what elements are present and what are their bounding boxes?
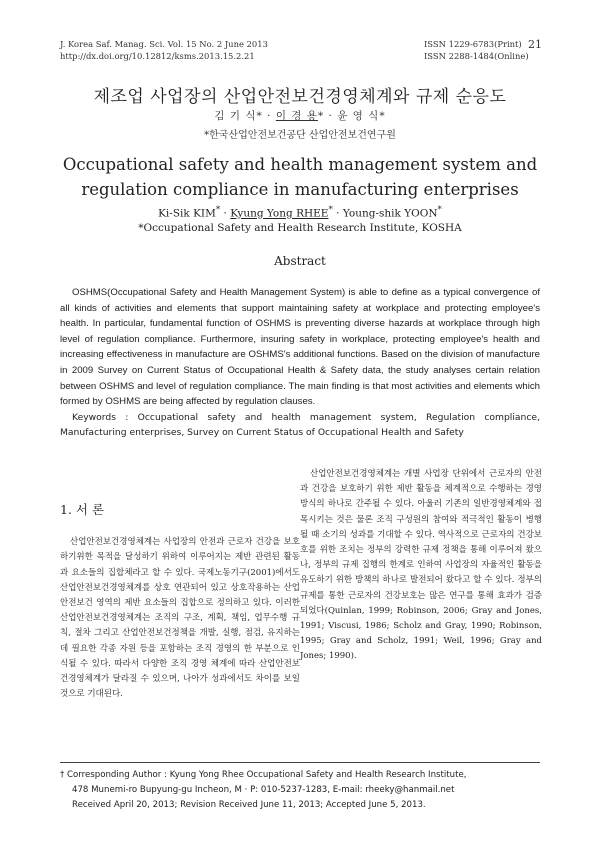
page-number: 21 [528, 38, 542, 51]
english-title-line-2: regulation compliance in manufacturing enterprises [81, 180, 519, 199]
korean-authors [0, 108, 600, 123]
author-separator: · [328, 110, 333, 122]
english-affiliation: *Occupational Safety and Health Research Institute, KOSHA [138, 222, 462, 234]
abstract-heading: Abstract [274, 254, 326, 268]
running-header-right [424, 38, 529, 62]
english-authors [0, 205, 600, 220]
doi-link[interactable]: http://dx.doi.org/10.12812/ksms.2013.15.2.21 [60, 51, 255, 61]
korean-affiliation: *한국산업안전보건공단 산업안전보건연구원 [204, 130, 396, 141]
intro-paragraph-right: 산업안전보건경영체계는 개별 사업장 단위에서 근로자의 안전과 건강을 보호하기 위한 제반 활동을 체계적으로 수행하는 경영방식의 하나로 간주될 수 있다. 아울러 기존의 일반경영체계와 접목시키는 것은 물론 조직 구성원의 참여와 적극적인 활동이 병행될 때 소기의 성과를 기대할 수 있다. 역사적으로 근로자의 건강보호를 위한 조치는 정부의 강력한 규제 정책을 통해 이루어져 왔으나, 정부의 규제 집행의 한계로 인하여 사업장의 자율적인 활동을 유도하기 위한 방책의 하나로 발전되어 왔다고 할 수 있다. 정부의 규제를 통한 근로자의 건강보호는 많은 연구를 통해 효과가 검증되었다(Quinlan, 1999; Robinson, 2006; Gray and Jones, 1991; Viscusi, 1986; Scholz and Gray, 1990; Robinson, 1995; Gray and Scholz, 1991; Weil, 1996; Gray and Jones; 1990). [300, 469, 542, 662]
author-separator: · [220, 207, 231, 220]
left-column [60, 502, 300, 702]
running-header-left [60, 38, 268, 62]
intro-paragraph-left: 산업안전보건경영체계는 사업장의 안전과 근로자 건강을 보호하기위한 목적을 달성하기 위하여 이루어지는 제반 관련된 활동과 요소들의 집합체라고 할 수 있다. 국제노동기구(2001)에서도 산업안전보건경영체계를 상호 연관되어 있고 상호작용하는 산업안전보건 영역의 제반 요소들의 집합으로 정의하고 있다. 이러한 산업안전보건경영체계는 조직의 구조, 계획, 책임, 업무수행 규칙, 절차 그리고 산업안전보건정책을 개발, 실행, 점검, 유지하는데 필요한 각종 자원 등을 포함하는 조직 경영의 한 부분으로 인식될 수 있다. 따라서 다양한 조직 경영 체계에 따라 산업안전보건경영체계가 달라질 수 있으며, 나아가 성과에서도 차이를 보일 것으로 기대된다. [60, 537, 300, 700]
abstract-block [60, 285, 540, 441]
author-2-ko: 이 경 용 [275, 110, 318, 122]
author-2-ko-mark: * [317, 110, 325, 122]
issn-online: ISSN 2288-1484(Online) [424, 51, 529, 61]
journal-citation: J. Korea Saf. Manag. Sci. Vol. 15 No. 2 June 2013 [60, 39, 268, 49]
keywords: Keywords : Occupational safety and health management system, Regulation compliance, Manufacturing enterprises, Survey on Current Status of Occupational Health and Safety [60, 411, 540, 439]
author-1-en: Ki-Sik KIM [158, 207, 216, 220]
abstract-body: OSHMS(Occupational Safety and Health Management System) is able to define as a typical convergence of all kinds of activities and elements that support maintaining safety at workplace and protecting employee's health. In particular, fundamental function of OSHMS is preventing diverse hazards at workplace through high level of regulation compliance. Furthermore, insuring safety in workplace, protecting employee's health and increasing effectiveness in manufacture are OSHMS's additional functions. Based on the division of manufacture in 2009 Survey on Current Status of Occupational Health & Safety data, the study analyses certain relation between OSHMS and level of regulation compliance. The main finding is that most activities and elements which formed by OSHMS are being affected by regulation clauses. [60, 287, 540, 408]
author-1-en-mark: * [215, 205, 221, 215]
author-3-ko: 윤 영 식 [337, 110, 380, 122]
author-3-en: Young-shik YOON [342, 207, 438, 220]
author-1-ko-mark: * [256, 110, 263, 122]
received-dates: Received April 20, 2013; Revision Received June 11, 2013; Accepted June 5, 2013. [72, 800, 426, 811]
author-separator: · [332, 207, 343, 220]
korean-title: 제조업 사업장의 산업안전보건경영체계와 규제 순응도 [93, 87, 507, 107]
author-1-ko: 김 기 식 [214, 110, 257, 122]
section-heading-introduction: 1. 서 론 [60, 502, 105, 517]
author-2-en: Kyung Yong RHEE [230, 207, 329, 220]
right-column [300, 467, 542, 665]
author-separator: · [267, 110, 272, 122]
english-title-line-1: Occupational safety and health management system and [62, 155, 538, 174]
corresponding-author: † Corresponding Author : Kyung Yong Rhee Occupational Safety and Health Research Institute, [60, 770, 467, 780]
issn-print: ISSN 1229-6783(Print) [424, 39, 522, 49]
footnote [60, 768, 540, 814]
author-address: 478 Munemi-ro Bupyung-gu Incheon, M · P: 010-5237-1283, E-mail: rheeky@hanmail.net [72, 785, 455, 796]
author-3-ko-mark: * [379, 110, 386, 122]
author-3-en-mark: * [437, 205, 442, 215]
author-2-en-mark: * [328, 205, 333, 215]
footnote-divider [60, 762, 540, 763]
